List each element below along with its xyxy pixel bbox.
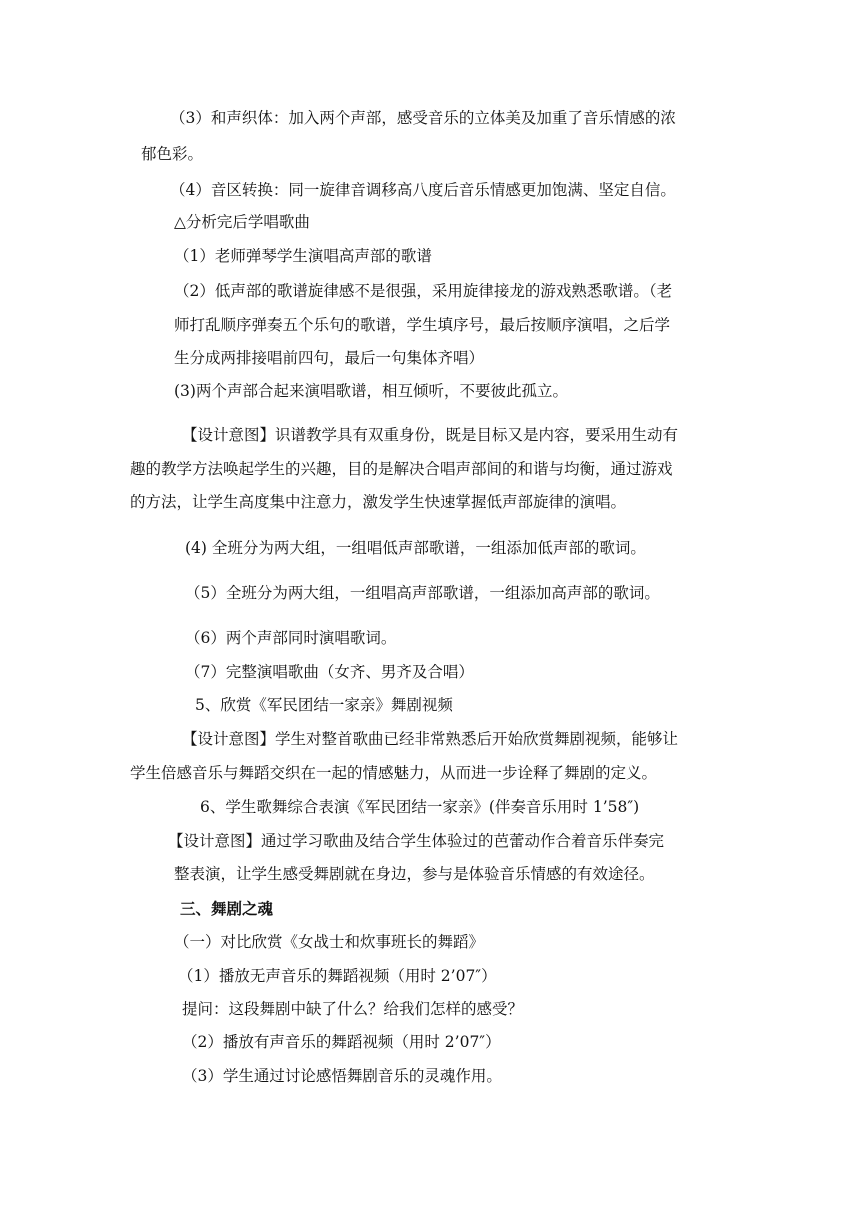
paragraph-line: 师打乱顺序弹奏五个乐句的歌谱，学生填序号，最后按顺序演唱，之后学 — [174, 316, 671, 334]
paragraph-line: （1）老师弹琴学生演唱高声部的歌谱 — [174, 247, 432, 265]
design-intent-line: 的方法，让学生高度集中注意力，激发学生快速掌握低声部旋律的演唱。 — [130, 493, 627, 511]
paragraph-line: 生分成两排接唱前四句，最后一句集体齐唱） — [174, 349, 485, 367]
design-intent-line: 【设计意图】识谱教学具有双重身份，既是目标又是内容，要采用生动有 — [182, 426, 679, 444]
paragraph-line: 6、学生歌舞综合表演《军民团结一家亲》(伴奏音乐用时 1’58″) — [200, 798, 640, 816]
paragraph-line: (4) 全班分为两大组，一组唱低声部歌谱，一组添加低声部的歌词。 — [185, 539, 646, 557]
section-heading: 三、舞剧之魂 — [180, 899, 274, 918]
paragraph-line: (3)两个声部合起来演唱歌谱，相互倾听，不要彼此孤立。 — [174, 382, 568, 400]
paragraph-line: （6）两个声部同时演唱歌词。 — [185, 629, 397, 647]
design-intent-line: 【设计意图】通过学习歌曲及结合学生体验过的芭蕾动作合着音乐伴奏完 — [168, 832, 665, 850]
paragraph-line: （7）完整演唱歌曲（女齐、男齐及合唱） — [185, 663, 474, 681]
paragraph-line: （1）播放无声音乐的舞蹈视频（用时 2’07″） — [178, 967, 497, 985]
paragraph-line: （4）音区转换：同一旋律音调移高八度后音乐情感更加饱满、坚定自信。 — [170, 181, 676, 199]
paragraph-line: 郁色彩。 — [141, 145, 204, 163]
design-intent-line: 整表演，让学生感受舞剧就在身边，参与是体验音乐情感的有效途径。 — [174, 865, 655, 883]
paragraph-line: （5）全班分为两大组，一组唱高声部歌谱，一组添加高声部的歌词。 — [185, 584, 660, 602]
design-intent-line: 学生倍感音乐与舞蹈交织在一起的情感魅力，从而进一步诠释了舞剧的定义。 — [130, 764, 658, 782]
paragraph-line: （3）和声织体：加入两个声部，感受音乐的立体美及加重了音乐情感的浓 — [170, 109, 676, 127]
paragraph-line: 提问：这段舞剧中缺了什么？给我们怎样的感受？ — [182, 1000, 524, 1018]
paragraph-line: （一）对比欣赏《女战士和炊事班长的舞蹈》 — [174, 933, 485, 951]
paragraph-line: 5、欣赏《军民团结一家亲》舞剧视频 — [195, 696, 453, 714]
design-intent-line: 趣的教学方法唤起学生的兴趣，目的是解决合唱声部间的和谐与均衡，通过游戏 — [130, 460, 673, 478]
design-intent-line: 【设计意图】学生对整首歌曲已经非常熟悉后开始欣赏舞剧视频，能够让 — [182, 730, 679, 748]
paragraph-line: △分析完后学唱歌曲 — [174, 213, 310, 231]
paragraph-line: （2）低声部的歌谱旋律感不是很强，采用旋律接龙的游戏熟悉歌谱。（老 — [174, 282, 673, 300]
paragraph-line: （3）学生通过讨论感悟舞剧音乐的灵魂作用。 — [182, 1067, 502, 1085]
paragraph-line: （2）播放有声音乐的舞蹈视频（用时 2’07″） — [182, 1033, 501, 1051]
